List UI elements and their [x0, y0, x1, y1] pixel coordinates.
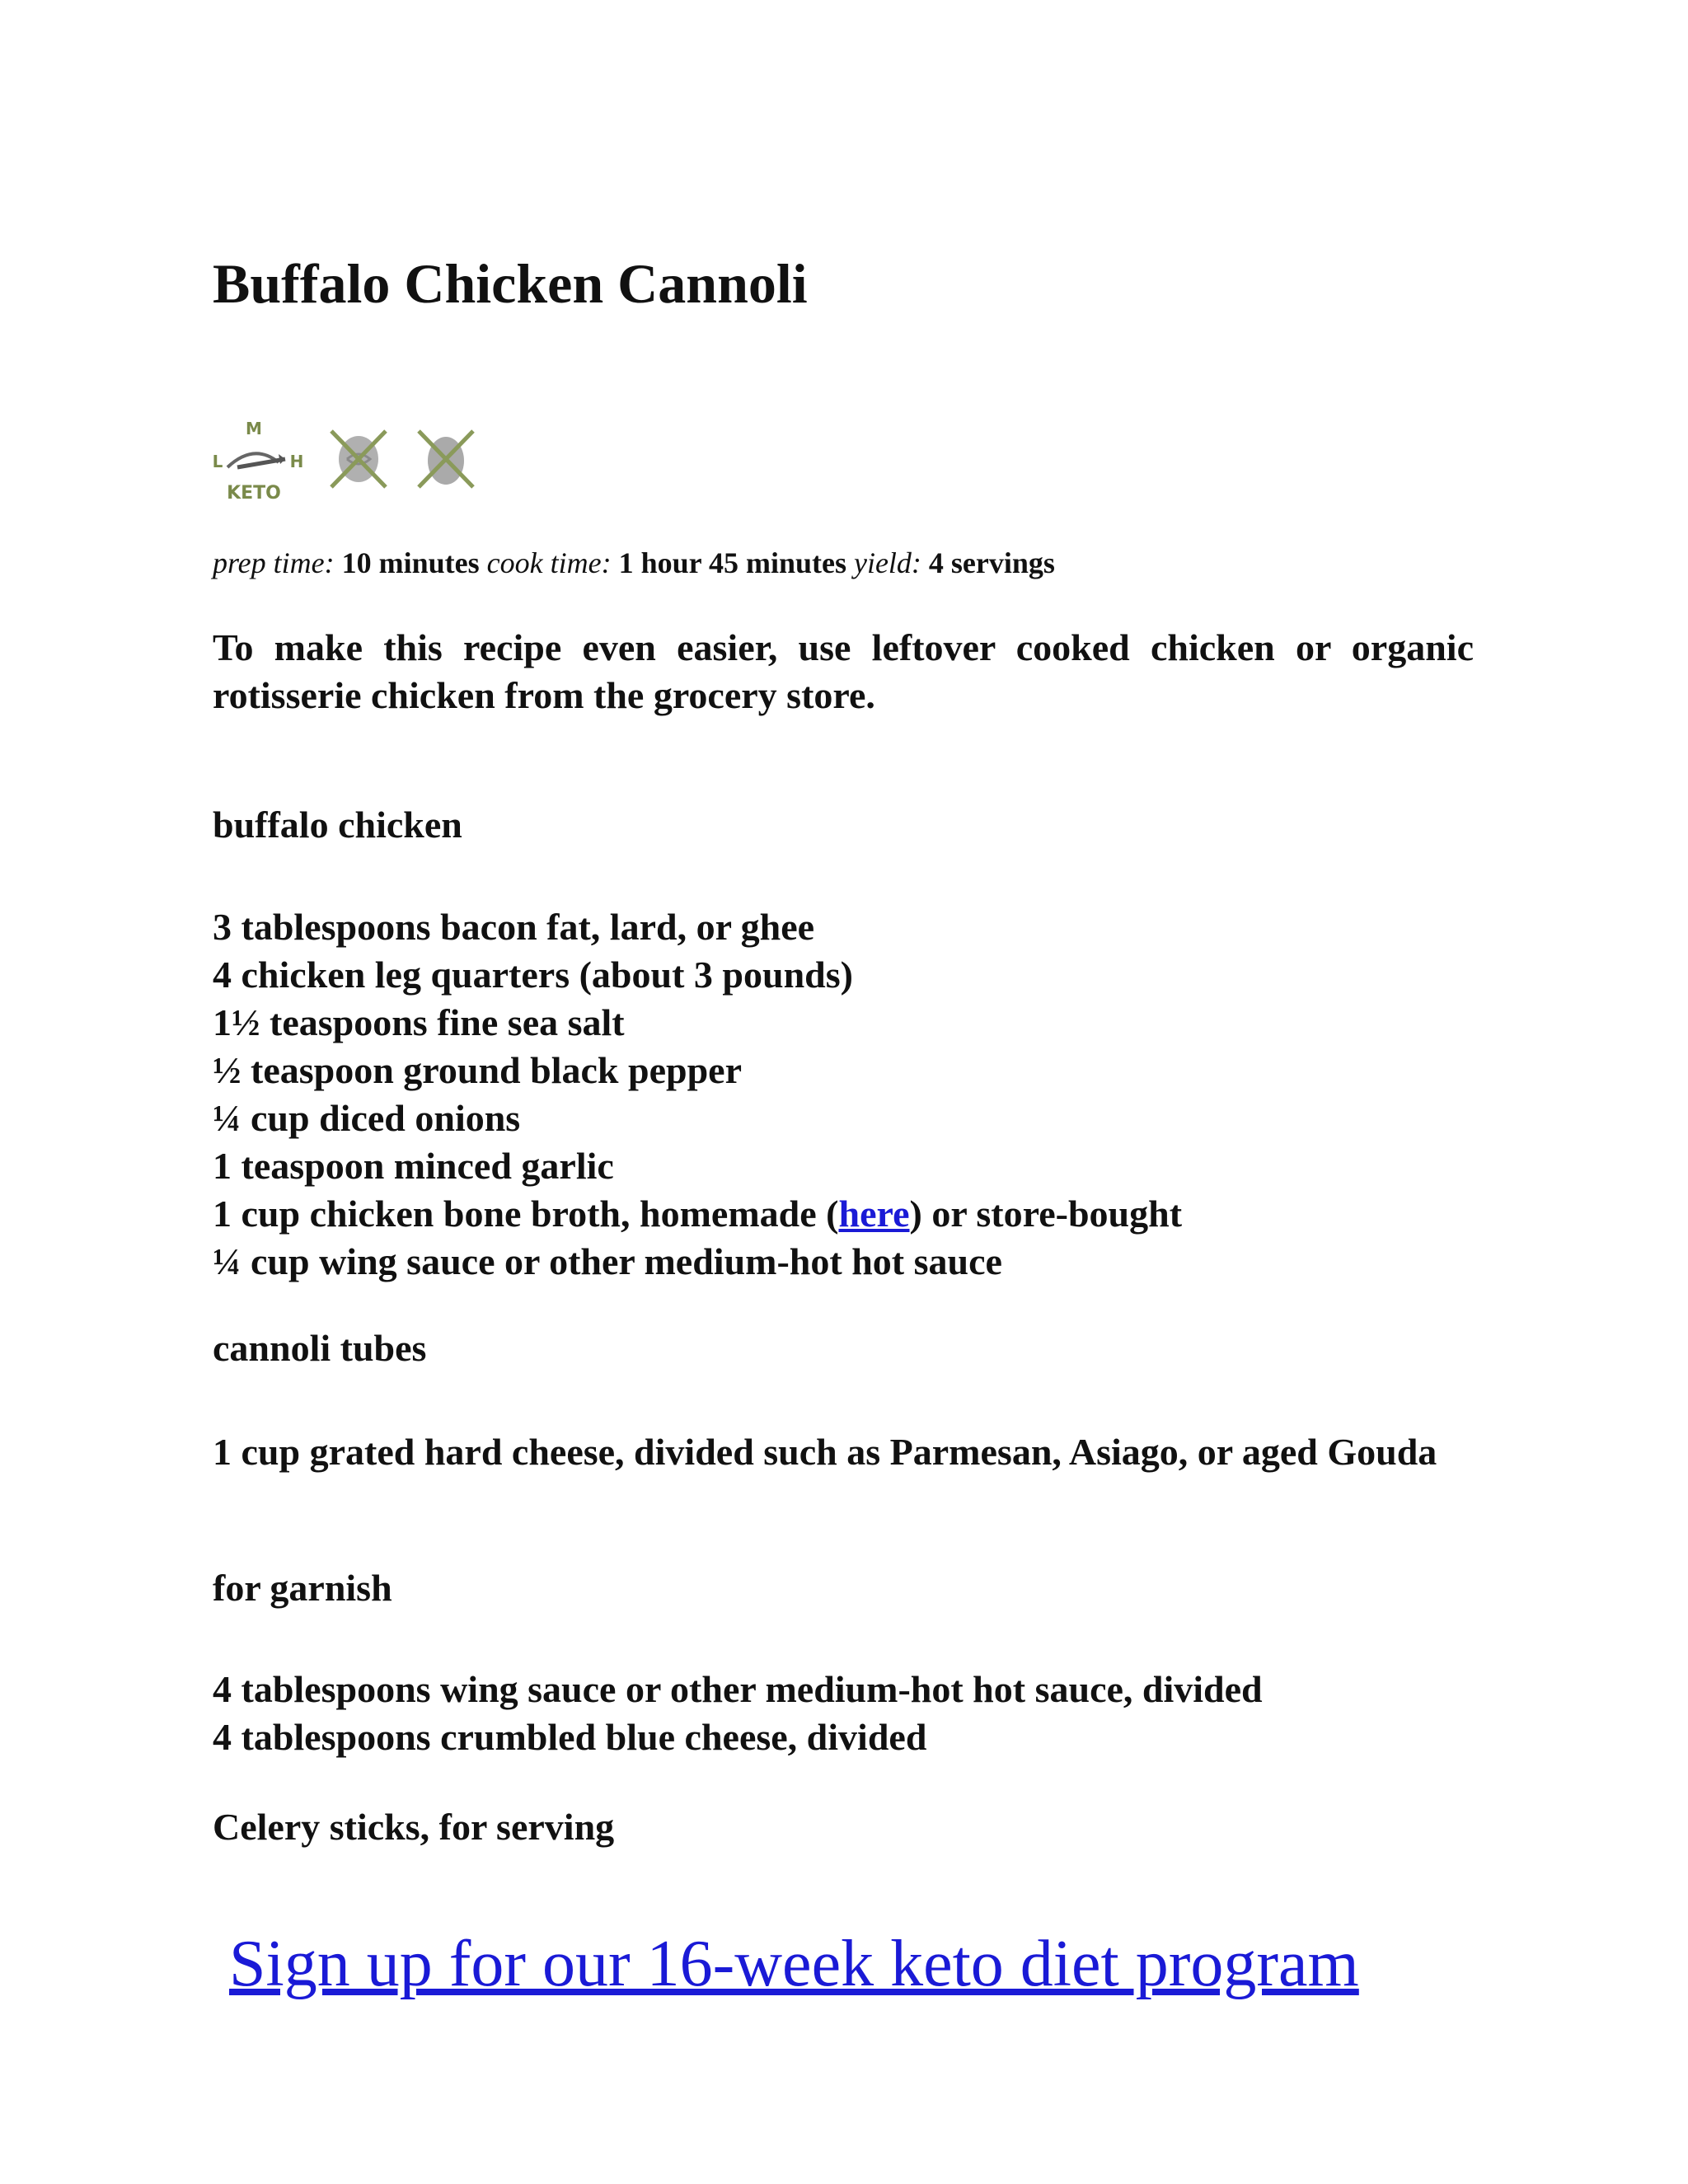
- garnish-ingredients: [213, 1666, 1263, 1761]
- broth-text-before: 1 cup chicken bone broth, homemade (: [213, 1193, 839, 1235]
- cook-time-label: cook time:: [486, 546, 612, 579]
- nut-free-icon: [326, 426, 391, 492]
- section-heading-garnish: for garnish: [213, 1567, 392, 1609]
- recipe-meta: [213, 546, 1055, 581]
- cannoli-tubes-ingredients: [213, 1428, 1474, 1476]
- prep-time-label: prep time:: [213, 546, 335, 579]
- recipe-intro: To make this recipe even easier, use leftover cooked chicken or organic rotisserie chicken from the grocery store.: [213, 626, 1474, 716]
- ingredient-item: ¼ cup diced onions: [213, 1097, 521, 1139]
- keto-l-label: L: [213, 452, 223, 471]
- prep-time-value: 10 minutes: [341, 546, 480, 579]
- ingredient-item: ¼ cup wing sauce or other medium-hot hot sauce: [213, 1240, 1002, 1282]
- yield-label: yield:: [853, 546, 921, 579]
- cook-time-value: 1 hour 45 minutes: [618, 546, 846, 579]
- yield-value: 4 servings: [928, 546, 1055, 579]
- ingredient-item: 4 chicken leg quarters (about 3 pounds): [213, 954, 853, 996]
- buffalo-chicken-ingredients: [213, 903, 1182, 1286]
- ingredient-item: 3 tablespoons bacon fat, lard, or ghee: [213, 906, 815, 948]
- ingredient-item-broth: [213, 1190, 1182, 1238]
- serving-note: Celery sticks, for serving: [213, 1806, 615, 1848]
- diet-icons: [213, 416, 478, 515]
- keto-program-signup-link[interactable]: Sign up for our 16-week keto diet program: [229, 1928, 1359, 2000]
- ingredient-item: ½ teaspoon ground black pepper: [213, 1049, 743, 1091]
- ingredient-item: 1 cup grated hard cheese, divided such as Parmesan, Asiago, or aged Gouda: [213, 1431, 1437, 1473]
- section-heading-cannoli-tubes: cannoli tubes: [213, 1327, 427, 1369]
- section-heading-buffalo-chicken: buffalo chicken: [213, 804, 462, 846]
- bone-broth-recipe-link[interactable]: here: [838, 1193, 910, 1235]
- ingredient-item: 1 teaspoon minced garlic: [213, 1145, 614, 1187]
- broth-text-after: ) or store-bought: [909, 1193, 1183, 1235]
- keto-h-label: H: [289, 452, 303, 471]
- recipe-title: Buffalo Chicken Cannoli: [213, 252, 808, 315]
- ingredient-item: 4 tablespoons crumbled blue cheese, divided: [213, 1716, 927, 1758]
- ingredient-item: 1½ teaspoons fine sea salt: [213, 1001, 625, 1043]
- keto-label: KETO: [227, 483, 281, 504]
- ingredient-item: 4 tablespoons wing sauce or other medium-hot hot sauce, divided: [213, 1668, 1263, 1710]
- keto-m-label: M: [246, 419, 262, 438]
- keto-level-icon: [213, 416, 303, 515]
- egg-free-icon: [414, 426, 478, 492]
